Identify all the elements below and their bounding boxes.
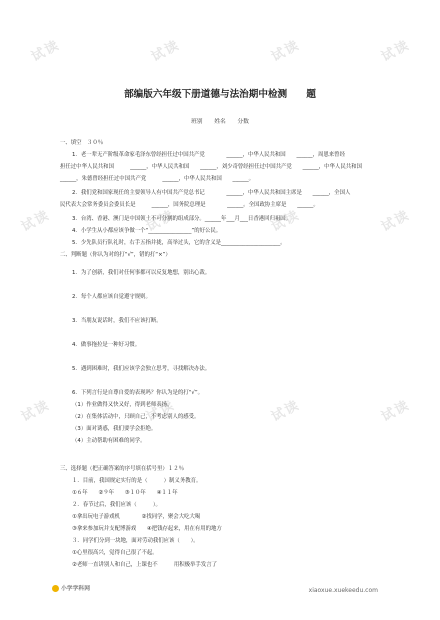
- watermark: 试读: [269, 37, 303, 65]
- question-line: 民代表大会常务委员会委员长是 ______，国务院总理是 ______。全国政协主席是 ______。: [60, 202, 319, 208]
- question-line: 3．台湾、香港、澳门是中国领土不可分割的组成部分。______年___月___日香港回归祖国。: [72, 216, 292, 222]
- site-logo: [52, 583, 90, 592]
- option-line: ①拿出玩电子游戏机 ②找同学，聚会大吃大喝: [72, 514, 201, 520]
- section-heading: 一、填空 ３０％: [60, 140, 104, 146]
- site-url: xiaoxue.xuekeedu.com: [308, 587, 378, 594]
- watermark: 试读: [144, 207, 178, 235]
- question-line: １．目前，我国规定实行的是（ ）制义务教育。: [72, 478, 202, 484]
- section-heading: 二、判断题（你认为对的打“√”，错的打“×”）: [60, 252, 171, 258]
- watermark: 试读: [19, 397, 53, 425]
- question-line: 担任过中华人民共和国 ______，中华人民共和国 ______，刘少奇曾经担任过中国共产党 ______，中华人民共和国: [60, 164, 362, 170]
- option-line: ①６年 ②９年 ③１０年 ④１１年: [72, 490, 178, 496]
- question-line: 5．少先队员行队礼时，右手五指并拢，高举过头，它的含义是______________________。: [72, 240, 286, 246]
- watermark: 试读: [29, 37, 63, 65]
- watermark: 试读: [379, 37, 413, 65]
- watermark: 试读: [269, 207, 303, 235]
- watermark: 试读: [149, 37, 183, 65]
- question-line: 4．做事拖拉是一种好习惯。: [72, 342, 141, 348]
- question-line: 4．小学生从小都应该争做一个“________________”的好公民。: [72, 228, 222, 234]
- question-line: （3）面对诱惑，我们要学会拒绝。: [72, 426, 157, 432]
- option-line: ①心里很高兴，觉得自己很了不起。: [72, 550, 158, 556]
- question-line: 6．下列言行是自尊自爱的表现吗？你认为是的打“√”。: [72, 390, 204, 396]
- watermark: 试读: [269, 397, 303, 425]
- question-line: 1．为了创新，我们对任何事都可以反复地想，别出心裁。: [72, 270, 211, 276]
- question-line: （1）作业做得又快又好，得到老师表扬。: [72, 402, 173, 408]
- section-heading: 三、选择题（把正确答案的序号填在括号里）１２％: [60, 466, 184, 472]
- question-line: 2．我们党和国家现任的主要领导人有中国共产党总书记 ______，中华人民共和国主席是 ______，全国人: [72, 190, 351, 196]
- question-line: ______，朱德曾经担任过中国共产党 ______，中华人民共和国 ______。: [60, 176, 255, 182]
- student-info-header: 班别 姓名 分数: [191, 119, 249, 125]
- question-line: ３．同学们分到一块地，面对劳动我们应该（ ）。: [72, 538, 199, 544]
- option-line: ③拿来参加玩并支配博游戏 ④把钱存起来，用在有用的地方: [72, 526, 222, 532]
- question-line: 1．老一辈无产阶级革命家毛泽东曾经担任过中国共产党 ______，中华人民共和国 ______，周恩来曾经: [72, 152, 345, 158]
- logo-icon: [52, 585, 59, 592]
- watermark: 试读: [144, 397, 178, 425]
- question-line: （2）在集体活动中，只顾自己，不考虑别人的感受。: [72, 414, 200, 420]
- question-line: 3．当朋友说话时，我们不应该打断。: [72, 318, 162, 324]
- question-line: 5．遇到困难时，我们应该学会独立思考，寻找解决办法。: [72, 366, 211, 372]
- question-line: 2．每个人都应该自觉遵守规则。: [72, 294, 151, 300]
- watermark: 试读: [19, 207, 53, 235]
- logo-text: 小学学科网: [61, 586, 90, 592]
- option-line: ②老师一直讲别人和自己，上课也不 用积极举手发言了: [72, 562, 217, 568]
- watermark: 试读: [379, 207, 413, 235]
- page-title: 部编版六年级下册道德与法治期中检测 题: [124, 89, 316, 100]
- question-line: ２．春节过后，我们应该（ ）。: [72, 502, 161, 508]
- watermark: 试读: [379, 397, 413, 425]
- question-line: （4）主动帮助有困难的同学。: [72, 438, 146, 444]
